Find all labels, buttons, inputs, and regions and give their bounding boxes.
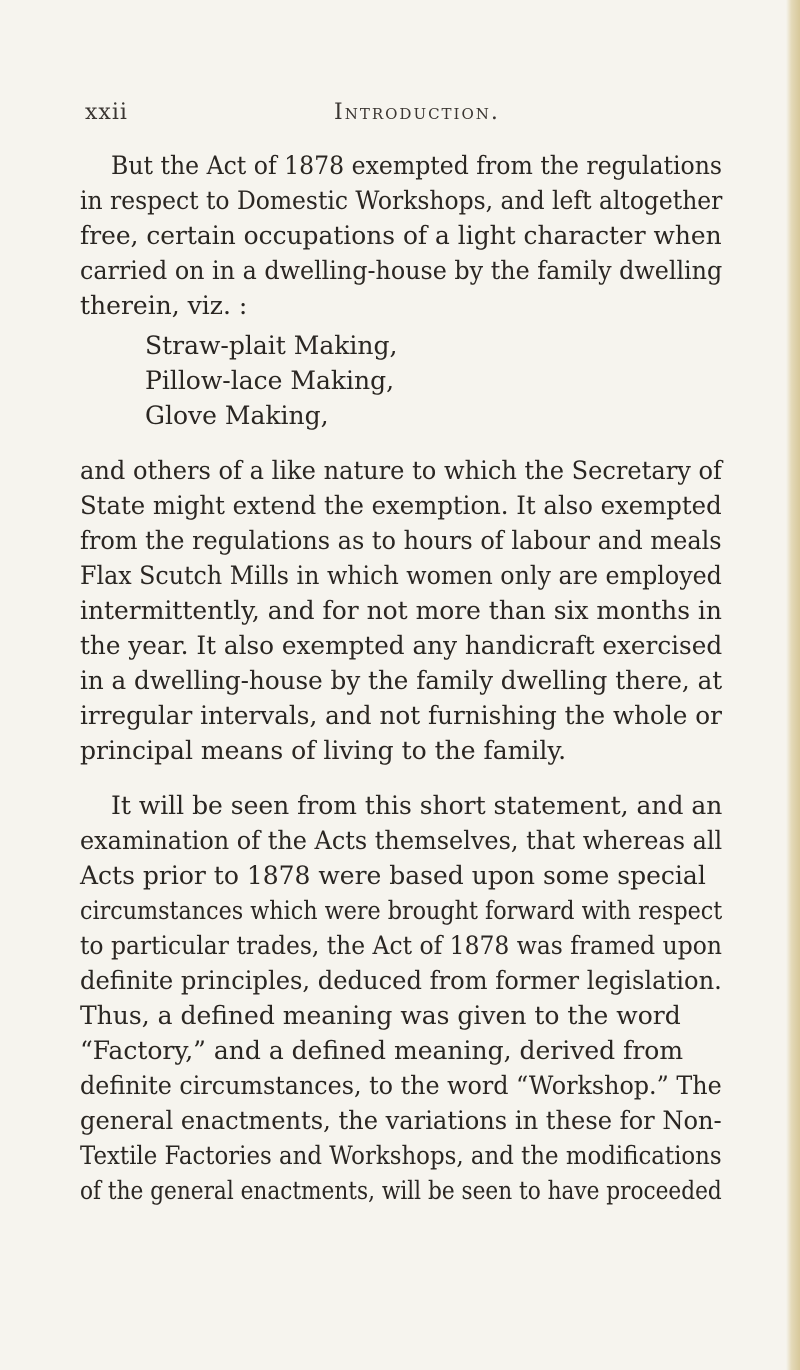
text-line: to particular trades, the Act of 1878 was framed upon — [80, 931, 722, 960]
text-line: It will be seen from this short statement, and an — [111, 791, 723, 820]
occupation-item: Glove Making, — [145, 401, 329, 430]
text-line: examination of the Acts themselves, that whereas all — [80, 826, 723, 855]
text-line: free, certain occupations of a light character when — [80, 221, 722, 250]
text-line: of the general enactments, will be seen to have proceeded — [80, 1176, 722, 1205]
occupation-item: Pillow-lace Making, — [145, 366, 395, 395]
text-line: carried on in a dwelling-house by the family dwelling — [80, 256, 723, 285]
text-line: Acts prior to 1878 were based upon some special — [80, 861, 706, 890]
text-line: State might extend the exemption. It also exempted — [80, 491, 722, 520]
text-line: in a dwelling-house by the family dwelling there, at — [80, 666, 723, 695]
text-line: principal means of living to the family. — [80, 736, 567, 765]
text-line: from the regulations as to hours of labour and meals — [80, 526, 722, 555]
running-head: Introduction. — [334, 100, 500, 125]
text-line: irregular intervals, and not furnishing the whole or — [80, 701, 722, 730]
text-line: circumstances which were brought forward with respect — [80, 896, 723, 925]
text-line: in respect to Domestic Workshops, and left altogether — [80, 186, 723, 215]
text-line: intermittently, and for not more than six months in — [80, 596, 722, 625]
text-line: definite principles, deduced from former legislation. — [80, 966, 722, 995]
text-line: Thus, a defined meaning was given to the word — [80, 1001, 681, 1030]
text-line: definite circumstances, to the word “Workshop.” The — [80, 1071, 722, 1100]
text-line: But the Act of 1878 exempted from the regulations — [111, 151, 722, 180]
page-number: xxii — [85, 100, 128, 125]
text-line: therein, viz. : — [80, 291, 248, 320]
text-line: and others of a like nature to which the Secretary of — [80, 456, 722, 485]
text-line: general enactments, the variations in these for Non- — [80, 1106, 722, 1135]
text-line: Flax Scutch Mills in which women only are employed — [80, 561, 722, 590]
text-line: Textile Factories and Workshops, and the modifications — [80, 1141, 722, 1170]
occupation-item: Straw-plait Making, — [145, 331, 398, 360]
page-edge-shadow — [786, 0, 800, 1370]
text-line: “Factory,” and a defined meaning, derived from — [80, 1036, 684, 1065]
page-header — [80, 100, 720, 130]
text-line: the year. It also exempted any handicraft exercised — [80, 631, 723, 660]
